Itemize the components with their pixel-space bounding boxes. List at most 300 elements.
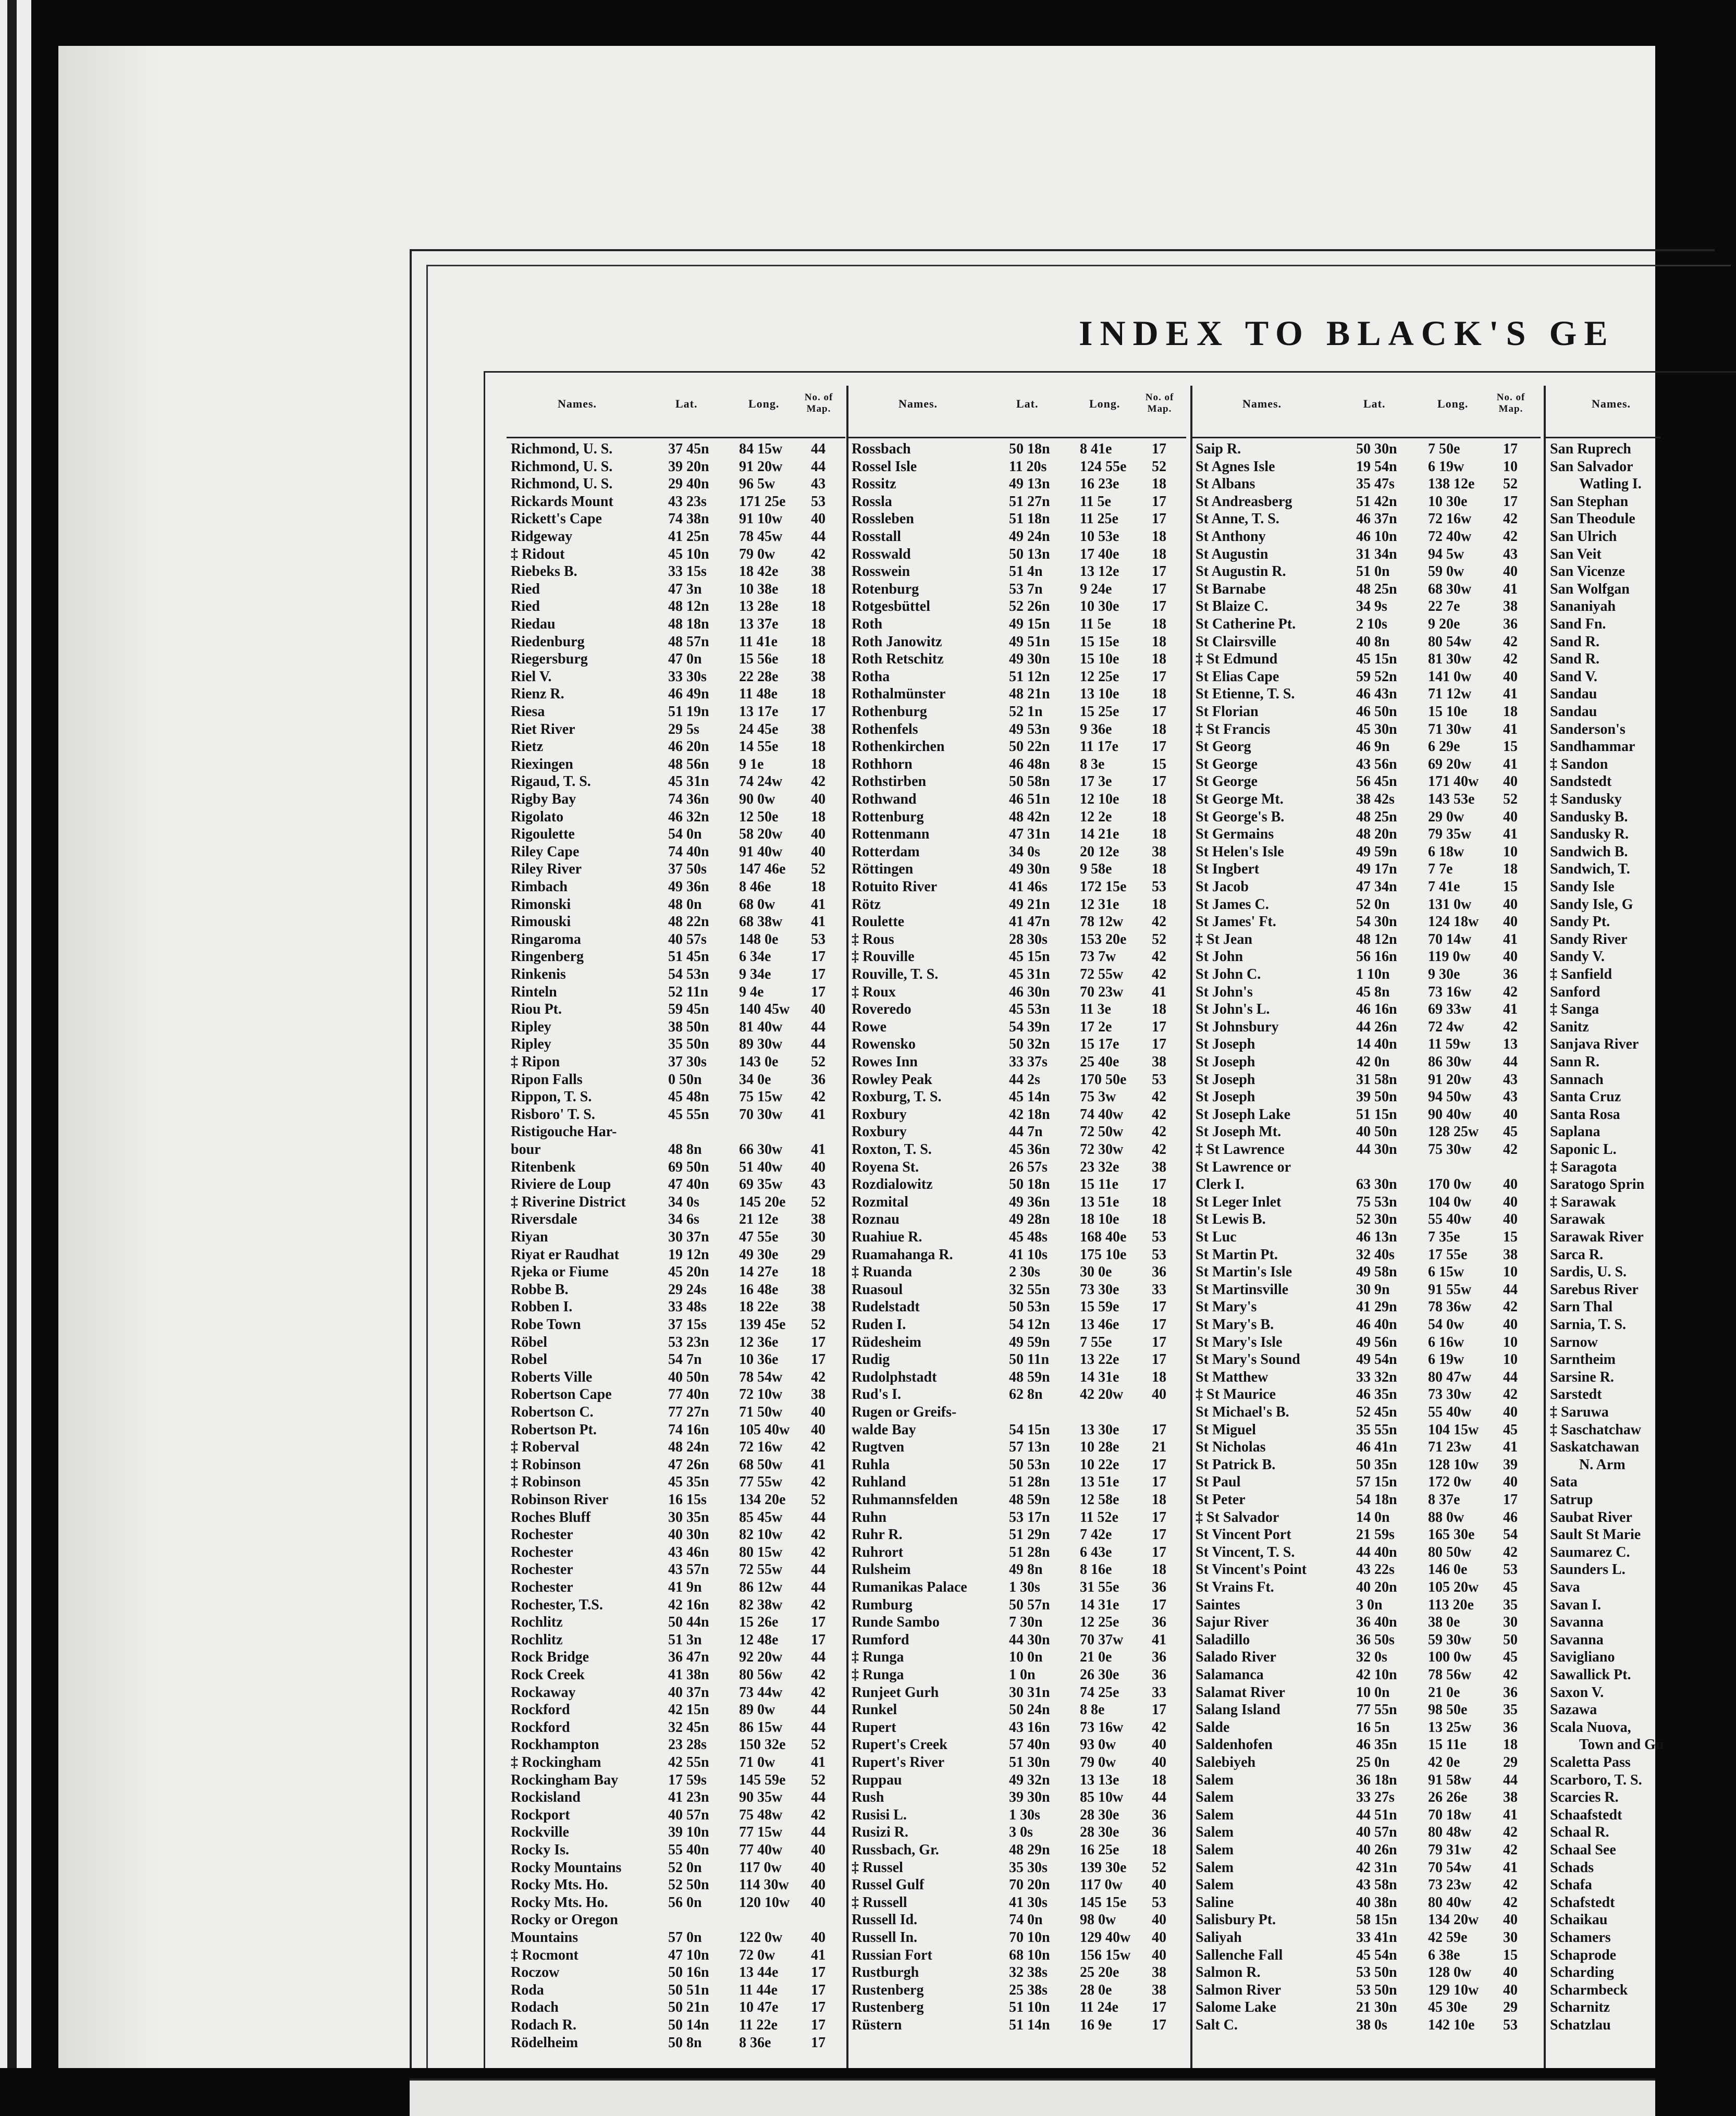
entry-map-number: 44 bbox=[811, 458, 826, 475]
entry-longitude: 12 58e bbox=[1080, 1492, 1119, 1508]
entry-latitude: 52 45n bbox=[1356, 1404, 1397, 1420]
index-entry bbox=[511, 1789, 844, 1806]
index-entry bbox=[852, 1947, 1185, 1964]
entry-map-number: 17 bbox=[811, 2034, 826, 2051]
entry-latitude: 46 30n bbox=[1009, 983, 1050, 1000]
entry-latitude: 51 10n bbox=[1009, 1999, 1050, 2016]
entry-longitude: 168 40e bbox=[1080, 1229, 1127, 1245]
entry-latitude: 52 0n bbox=[668, 1859, 702, 1876]
entry-longitude: 21 0e bbox=[1080, 1649, 1112, 1666]
index-entry bbox=[1196, 1684, 1540, 1701]
entry-map-number: 42 bbox=[1503, 528, 1518, 545]
entry-longitude: 85 45w bbox=[739, 1509, 783, 1526]
entry-name: Rosstall bbox=[852, 528, 901, 545]
entry-latitude: 74 40n bbox=[668, 843, 709, 860]
entry-name: Rowes Inn bbox=[852, 1054, 918, 1070]
entry-latitude: 1 30s bbox=[1009, 1806, 1040, 1823]
entry-name: St Jacob bbox=[1196, 879, 1249, 895]
entry-name: St Vincent, T. S. bbox=[1196, 1544, 1295, 1560]
entry-name: St John bbox=[1196, 949, 1243, 965]
entry-map-number: 52 bbox=[811, 1492, 826, 1508]
entry-latitude: 44 30n bbox=[1356, 1141, 1397, 1158]
entry-map-number: 18 bbox=[811, 616, 826, 632]
entry-latitude: 48 57n bbox=[668, 633, 709, 650]
index-entry bbox=[852, 1912, 1185, 1928]
entry-name: Sandusky B. bbox=[1550, 808, 1628, 825]
entry-map-number: 18 bbox=[1152, 808, 1166, 825]
index-entry bbox=[1196, 1754, 1540, 1771]
entry-name: San Theodule bbox=[1550, 511, 1635, 527]
entry-longitude: 16 9e bbox=[1080, 2017, 1112, 2033]
entry-longitude: 7 55e bbox=[1080, 1334, 1112, 1350]
entry-map-number: 40 bbox=[811, 791, 826, 807]
entry-name: Robel bbox=[511, 1351, 547, 1368]
entry-name: Mountains bbox=[511, 1929, 578, 1946]
entry-longitude: 73 7w bbox=[1080, 949, 1116, 965]
entry-name: Santa Rosa bbox=[1550, 1106, 1620, 1123]
entry-map-number: 46 bbox=[1503, 1509, 1518, 1526]
entry-name: Ridgeway bbox=[511, 528, 573, 545]
index-entry bbox=[852, 1036, 1185, 1053]
entry-latitude: 41 25n bbox=[668, 528, 709, 545]
entry-name: Scarcies R. bbox=[1550, 1789, 1619, 1806]
index-entry bbox=[511, 1036, 844, 1053]
entry-longitude: 89 0w bbox=[739, 1702, 775, 1718]
entry-map-number: 17 bbox=[1152, 598, 1166, 615]
entry-longitude: 79 35w bbox=[1428, 826, 1472, 843]
entry-name: Clerk I. bbox=[1196, 1176, 1245, 1193]
entry-longitude: 11 24e bbox=[1080, 1999, 1118, 2016]
entry-name: ‡ St Edmund bbox=[1196, 651, 1278, 668]
entry-name: Rudelstadt bbox=[852, 1299, 920, 1315]
entry-longitude: 9 24e bbox=[1080, 581, 1112, 597]
entry-longitude: 11 44e bbox=[739, 1982, 778, 1998]
entry-name: Saratogo Sprin bbox=[1550, 1176, 1645, 1193]
entry-longitude: 8 37e bbox=[1428, 1492, 1460, 1508]
entry-longitude: 13 51e bbox=[1080, 1474, 1119, 1491]
entry-latitude: 51 29n bbox=[1009, 1527, 1050, 1543]
entry-longitude: 71 12w bbox=[1428, 686, 1472, 703]
entry-map-number: 40 bbox=[1503, 914, 1518, 930]
entry-map-number: 42 bbox=[1503, 633, 1518, 650]
entry-longitude: 82 10w bbox=[739, 1527, 783, 1543]
entry-name: Rothwand bbox=[852, 791, 917, 807]
index-entry bbox=[511, 1527, 844, 1543]
index-entry bbox=[852, 669, 1185, 685]
entry-latitude: 46 40n bbox=[1356, 1317, 1397, 1333]
entry-longitude: 91 55w bbox=[1428, 1281, 1472, 1298]
index-entry bbox=[1550, 984, 1685, 1001]
entry-map-number: 17 bbox=[811, 983, 826, 1000]
entry-longitude: 72 40w bbox=[1428, 528, 1472, 545]
entry-latitude: 49 30n bbox=[1009, 861, 1050, 878]
entry-map-number: 15 bbox=[1503, 1947, 1518, 1963]
index-entry bbox=[1550, 721, 1685, 738]
index-entry bbox=[511, 598, 844, 615]
entry-longitude: 148 0e bbox=[739, 931, 779, 948]
entry-map-number: 45 bbox=[1503, 1421, 1518, 1438]
index-entry bbox=[1550, 441, 1685, 458]
entry-name: ‡ St Salvador bbox=[1196, 1509, 1279, 1526]
entry-name: San Ruprech bbox=[1550, 441, 1631, 457]
index-entry bbox=[852, 1527, 1185, 1543]
entry-longitude: 172 15e bbox=[1080, 879, 1127, 895]
column-header bbox=[1196, 390, 1540, 440]
index-entry bbox=[511, 1719, 844, 1736]
entry-map-number: 44 bbox=[1503, 1771, 1518, 1788]
index-entry bbox=[511, 616, 844, 633]
entry-map-number: 36 bbox=[1503, 1719, 1518, 1736]
entry-longitude: 90 40w bbox=[1428, 1106, 1472, 1123]
index-entry bbox=[1196, 1141, 1540, 1158]
entry-name: Roda bbox=[511, 1982, 544, 1998]
index-entry bbox=[1196, 669, 1540, 685]
index-entry bbox=[852, 1404, 1185, 1421]
entry-latitude: 49 24n bbox=[1009, 528, 1050, 545]
header-long: Long. bbox=[748, 397, 780, 410]
index-entry bbox=[1550, 1824, 1685, 1841]
index-entry bbox=[852, 966, 1185, 983]
index-entry bbox=[852, 721, 1185, 738]
entry-longitude: 11 22e bbox=[739, 2017, 778, 2033]
entry-name: St Nicholas bbox=[1196, 1439, 1266, 1456]
entry-latitude: 25 38s bbox=[1009, 1982, 1048, 1998]
entry-map-number: 42 bbox=[1503, 1842, 1518, 1858]
entry-name: Roberts Ville bbox=[511, 1369, 593, 1385]
header-lat: Lat. bbox=[675, 397, 698, 410]
index-entry bbox=[1550, 1982, 1685, 1999]
entry-map-number: 40 bbox=[1503, 1982, 1518, 1998]
index-entry bbox=[852, 1754, 1185, 1771]
index-entry bbox=[1550, 1860, 1685, 1876]
entry-longitude: 14 27e bbox=[739, 1264, 779, 1281]
entry-name: Rocky Mts. Ho. bbox=[511, 1877, 608, 1893]
entry-longitude: 15 10e bbox=[1428, 704, 1468, 720]
entry-name: Scaletta Pass bbox=[1550, 1754, 1631, 1770]
entry-map-number: 40 bbox=[1503, 668, 1518, 685]
entry-map-number: 38 bbox=[811, 1211, 826, 1228]
index-entry bbox=[1550, 1072, 1685, 1088]
index-entry bbox=[511, 1334, 844, 1351]
entry-map-number: 17 bbox=[1152, 1018, 1166, 1035]
entry-name: Rustenberg bbox=[852, 1982, 924, 1998]
entry-name: Riley River bbox=[511, 861, 582, 878]
entry-name: St John's bbox=[1196, 983, 1253, 1000]
entry-name: Ruhmannsfelden bbox=[852, 1492, 958, 1508]
index-entry bbox=[1196, 1649, 1540, 1666]
entry-longitude: 70 18w bbox=[1428, 1806, 1472, 1823]
entry-name: Rothalmünster bbox=[852, 686, 946, 703]
entry-longitude: 74 24w bbox=[739, 773, 783, 790]
index-entry bbox=[1550, 879, 1685, 895]
entry-name: ‡ Russel bbox=[852, 1859, 903, 1876]
entry-longitude: 15 15e bbox=[1080, 633, 1119, 650]
entry-longitude: 22 28e bbox=[739, 668, 779, 685]
entry-latitude: 34 0s bbox=[1009, 843, 1040, 860]
entry-name: Saponic L. bbox=[1550, 1141, 1617, 1158]
entry-latitude: 21 30n bbox=[1356, 1999, 1397, 2016]
entry-map-number: 18 bbox=[811, 633, 826, 650]
entry-longitude: 42 0e bbox=[1428, 1754, 1460, 1770]
entry-map-number: 42 bbox=[1152, 1089, 1166, 1105]
entry-longitude: 175 10e bbox=[1080, 1246, 1127, 1263]
entry-name: Saxon V. bbox=[1550, 1684, 1604, 1701]
entry-longitude: 22 7e bbox=[1428, 598, 1460, 615]
index-entry bbox=[511, 1422, 844, 1438]
entry-latitude: 11 20s bbox=[1009, 458, 1047, 475]
entry-latitude: 44 7n bbox=[1009, 1124, 1043, 1140]
entry-name: Runde Sambo bbox=[852, 1614, 940, 1631]
entry-map-number: 53 bbox=[811, 931, 826, 948]
entry-map-number: 18 bbox=[1152, 721, 1166, 737]
entry-name: St Matthew bbox=[1196, 1369, 1269, 1385]
entry-map-number: 38 bbox=[1152, 1982, 1166, 1998]
entry-map-number: 41 bbox=[811, 896, 826, 913]
index-entry bbox=[852, 1561, 1185, 1578]
entry-longitude: 6 43e bbox=[1080, 1544, 1112, 1560]
entry-latitude: 74 38n bbox=[668, 511, 709, 527]
entry-latitude: 43 16n bbox=[1009, 1719, 1050, 1736]
entry-name: Rothenkirchen bbox=[852, 739, 945, 755]
entry-longitude: 8 3e bbox=[1080, 756, 1105, 772]
entry-longitude: 156 15w bbox=[1080, 1947, 1131, 1963]
entry-longitude: 165 30e bbox=[1428, 1527, 1475, 1543]
entry-latitude: 45 48s bbox=[1009, 1229, 1048, 1245]
entry-longitude: 11 5e bbox=[1080, 616, 1111, 632]
entry-longitude: 69 20w bbox=[1428, 756, 1472, 772]
index-entry bbox=[1550, 1282, 1685, 1298]
index-entry bbox=[1196, 1439, 1540, 1456]
entry-name: Russian Fort bbox=[852, 1947, 932, 1963]
entry-longitude: 128 25w bbox=[1428, 1124, 1479, 1140]
entry-latitude: 40 30n bbox=[668, 1527, 709, 1543]
header-map-number: No. of Map. bbox=[804, 392, 833, 414]
entry-longitude: 10 47e bbox=[739, 1999, 779, 2016]
entry-longitude: 18 42e bbox=[739, 563, 779, 580]
entry-longitude: 73 16w bbox=[1080, 1719, 1124, 1736]
entry-name: Rosswein bbox=[852, 563, 910, 580]
entry-map-number: 42 bbox=[811, 546, 826, 562]
index-entry bbox=[1550, 1019, 1685, 1036]
entry-name: Sandwich, T. bbox=[1550, 861, 1630, 878]
entry-latitude: 51 30n bbox=[1009, 1754, 1050, 1770]
entry-name: Rothenfels bbox=[852, 721, 918, 737]
entry-longitude: 100 0w bbox=[1428, 1649, 1472, 1666]
entry-latitude: 41 23n bbox=[668, 1789, 709, 1806]
index-entry bbox=[511, 1561, 844, 1578]
index-entry bbox=[511, 1632, 844, 1648]
entry-latitude: 41 47n bbox=[1009, 914, 1050, 930]
entry-longitude: 72 50w bbox=[1080, 1124, 1124, 1140]
index-entry bbox=[1196, 476, 1540, 493]
entry-longitude: 119 0w bbox=[1428, 949, 1471, 965]
index-entry bbox=[511, 2035, 844, 2051]
entry-longitude: 26 30e bbox=[1080, 1667, 1119, 1683]
index-entry bbox=[852, 1737, 1185, 1753]
entry-latitude: 46 20n bbox=[668, 739, 709, 755]
index-entry bbox=[1196, 511, 1540, 527]
entry-map-number: 38 bbox=[1503, 1789, 1518, 1806]
index-entry bbox=[852, 1019, 1185, 1036]
entry-map-number: 40 bbox=[811, 826, 826, 843]
entry-map-number: 52 bbox=[1152, 458, 1166, 475]
entry-latitude: 48 24n bbox=[668, 1439, 709, 1456]
index-entry bbox=[1196, 581, 1540, 598]
entry-latitude: 39 50n bbox=[1356, 1089, 1397, 1105]
entry-latitude: 54 12n bbox=[1009, 1317, 1050, 1333]
entry-map-number: 17 bbox=[811, 1964, 826, 1981]
entry-longitude: 23 32e bbox=[1080, 1159, 1119, 1175]
entry-name: Ruppau bbox=[852, 1771, 902, 1788]
entry-name: St Augustin bbox=[1196, 546, 1269, 562]
index-entry bbox=[852, 1842, 1185, 1859]
entry-map-number: 41 bbox=[1152, 1631, 1166, 1648]
entry-map-number: 38 bbox=[1503, 1246, 1518, 1263]
entry-longitude: 146 0e bbox=[1428, 1561, 1468, 1578]
entry-longitude: 28 30e bbox=[1080, 1806, 1119, 1823]
entry-latitude: 40 8n bbox=[1356, 633, 1390, 650]
entry-longitude: 70 23w bbox=[1080, 983, 1124, 1000]
entry-name: walde Bay bbox=[852, 1421, 916, 1438]
entry-name: Rötz bbox=[852, 896, 881, 913]
entry-map-number: 44 bbox=[1503, 1054, 1518, 1070]
entry-latitude: 40 20n bbox=[1356, 1579, 1397, 1595]
entry-map-number: 15 bbox=[1503, 879, 1518, 895]
entry-name: Ripon Falls bbox=[511, 1071, 583, 1088]
entry-name: Schaal R. bbox=[1550, 1824, 1609, 1841]
entry-name: Riebeks B. bbox=[511, 563, 577, 580]
entry-map-number: 42 bbox=[1503, 983, 1518, 1000]
entry-name: Saubat River bbox=[1550, 1509, 1632, 1526]
entry-latitude: 45 55n bbox=[668, 1106, 709, 1123]
entry-longitude: 113 20e bbox=[1428, 1596, 1474, 1613]
index-entry bbox=[1196, 896, 1540, 913]
entry-name: Robertson C. bbox=[511, 1404, 594, 1420]
entry-map-number: 38 bbox=[1503, 598, 1518, 615]
entry-name: Rozmital bbox=[852, 1194, 908, 1210]
entry-name: St Vincent Port bbox=[1196, 1527, 1291, 1543]
entry-map-number: 17 bbox=[1152, 1596, 1166, 1613]
entry-name: Riyan bbox=[511, 1229, 548, 1245]
header-long: Long. bbox=[1089, 397, 1121, 410]
entry-name: St Patrick B. bbox=[1196, 1456, 1276, 1473]
entry-longitude: 68 50w bbox=[739, 1456, 783, 1473]
entry-latitude: 45 48n bbox=[668, 1089, 709, 1105]
index-entry bbox=[511, 1999, 844, 2016]
entry-map-number: 18 bbox=[1152, 1842, 1166, 1858]
index-entry bbox=[511, 1894, 844, 1911]
entry-map-number: 41 bbox=[1503, 826, 1518, 843]
entry-name: Roczow bbox=[511, 1964, 560, 1981]
entry-name: ‡ Rocmont bbox=[511, 1947, 578, 1963]
entry-map-number: 53 bbox=[1503, 2017, 1518, 2033]
index-entry bbox=[852, 651, 1185, 668]
entry-longitude: 68 0w bbox=[739, 896, 775, 913]
index-entry bbox=[1196, 1579, 1540, 1596]
entry-longitude: 91 20w bbox=[739, 458, 783, 475]
index-entry bbox=[511, 739, 844, 755]
index-entry bbox=[1550, 1176, 1685, 1193]
entry-map-number: 15 bbox=[1152, 756, 1166, 772]
entry-latitude: 51 0n bbox=[1356, 563, 1390, 580]
entry-latitude: 48 12n bbox=[1356, 931, 1397, 948]
entry-name: St Barnabe bbox=[1196, 581, 1266, 597]
entry-name: St Joseph bbox=[1196, 1089, 1255, 1105]
entry-latitude: 54 18n bbox=[1356, 1492, 1397, 1508]
entry-longitude: 77 55w bbox=[739, 1474, 783, 1491]
index-entry bbox=[852, 1054, 1185, 1071]
entry-name: St Germains bbox=[1196, 826, 1274, 843]
entry-map-number: 38 bbox=[811, 1281, 826, 1298]
entry-name: Rustburgh bbox=[852, 1964, 919, 1981]
index-entry bbox=[511, 721, 844, 738]
entry-map-number: 44 bbox=[811, 1018, 826, 1035]
entry-map-number: 40 bbox=[811, 1159, 826, 1175]
entry-latitude: 1 0n bbox=[1009, 1667, 1036, 1683]
entry-longitude: 17 55e bbox=[1428, 1246, 1468, 1263]
entry-longitude: 145 15e bbox=[1080, 1894, 1127, 1911]
entry-latitude: 10 0n bbox=[1356, 1684, 1390, 1701]
entry-longitude: 17 3e bbox=[1080, 773, 1112, 790]
entry-name: Sarntheim bbox=[1550, 1351, 1616, 1368]
index-entry bbox=[511, 1247, 844, 1263]
index-entry bbox=[1196, 1912, 1540, 1928]
entry-longitude: 15 11e bbox=[1428, 1737, 1467, 1753]
entry-longitude: 66 30w bbox=[739, 1141, 783, 1158]
entry-longitude: 20 12e bbox=[1080, 843, 1119, 860]
entry-latitude: 46 9n bbox=[1356, 739, 1390, 755]
index-entry bbox=[1550, 1141, 1685, 1158]
entry-name: Rusizi R. bbox=[852, 1824, 908, 1841]
index-entry bbox=[1196, 1772, 1540, 1789]
entry-longitude: 72 0w bbox=[739, 1947, 775, 1963]
entry-map-number: 50 bbox=[1503, 1631, 1518, 1648]
entry-longitude: 6 29e bbox=[1428, 739, 1460, 755]
entry-name: Rimonski bbox=[511, 896, 571, 913]
entry-name: Roxburg, T. S. bbox=[852, 1089, 942, 1105]
entry-latitude: 52 11n bbox=[668, 983, 709, 1000]
index-entry bbox=[511, 791, 844, 808]
index-entry bbox=[511, 949, 844, 965]
entry-name: Rottenburg bbox=[852, 808, 924, 825]
entry-name: Saumarez C. bbox=[1550, 1544, 1630, 1560]
entry-map-number: 29 bbox=[1503, 1999, 1518, 2016]
entry-map-number: 44 bbox=[1152, 1789, 1166, 1806]
entry-name: St Mary's bbox=[1196, 1299, 1257, 1315]
entry-latitude: 33 15s bbox=[668, 563, 707, 580]
index-entry bbox=[1196, 1176, 1540, 1193]
entry-name: Salem bbox=[1196, 1789, 1234, 1806]
entry-name: Saplana bbox=[1550, 1124, 1600, 1140]
index-entry bbox=[511, 1089, 844, 1105]
index-entry bbox=[511, 1001, 844, 1018]
entry-latitude: 31 34n bbox=[1356, 546, 1397, 562]
index-entry bbox=[511, 1439, 844, 1456]
entry-name: Ringaroma bbox=[511, 931, 581, 948]
entry-map-number: 52 bbox=[811, 1771, 826, 1788]
entry-latitude: 50 13n bbox=[1009, 546, 1050, 562]
entry-latitude: 47 26n bbox=[668, 1456, 709, 1473]
entry-name: Saliyah bbox=[1196, 1929, 1242, 1946]
entry-latitude: 7 30n bbox=[1009, 1614, 1043, 1631]
entry-name: Rienz R. bbox=[511, 686, 564, 703]
entry-map-number: 43 bbox=[1503, 1089, 1518, 1105]
entry-longitude: 11 41e bbox=[739, 633, 778, 650]
entry-longitude: 15 10e bbox=[1080, 651, 1119, 668]
entry-longitude: 9 36e bbox=[1080, 721, 1112, 737]
entry-map-number: 36 bbox=[1152, 1824, 1166, 1841]
entry-latitude: 45 14n bbox=[1009, 1089, 1050, 1105]
